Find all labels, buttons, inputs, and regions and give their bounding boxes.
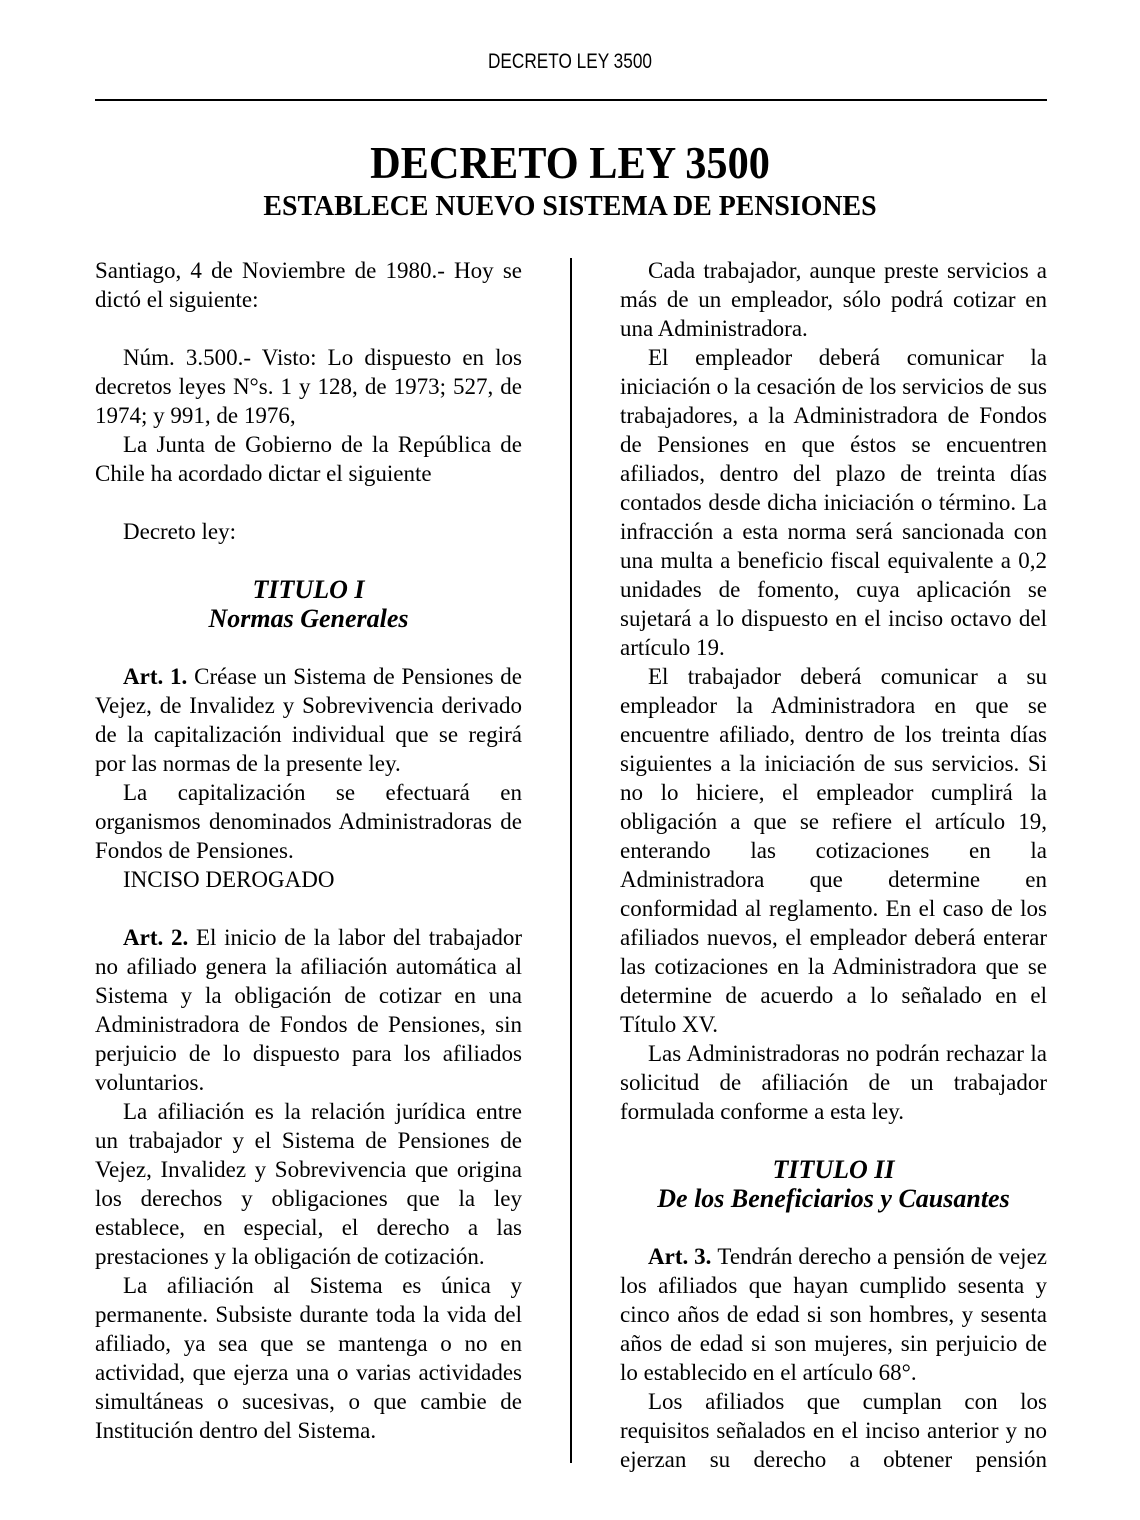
article-number: Art. 2.	[123, 925, 196, 950]
column-divider	[570, 258, 572, 1463]
paragraph: Art. 1. Créase un Sistema de Pensiones de Vejez, de Invalidez y Sobrevivencia derivado de la capitalización individual que se regirá por las normas de la presente ley.	[95, 664, 522, 776]
paragraph: El empleador deberá comunicar la iniciación o la cesación de los servicios de sus trabajadores, a la Administradora de Fondos de Pensiones en que éstos se encuentren afiliados, dentro del plazo de treinta días contados desde dicha iniciación o término. La infracción a esta norma será sancionada con una multa a beneficio fiscal equivalente a 0,2 unidades de fomento, cuya aplicación se sujetará a lo dispuesto en el inciso octavo del artículo 19.	[620, 345, 1047, 660]
article-number: Art. 3.	[648, 1244, 718, 1269]
paragraph: Santiago, 4 de Noviembre de 1980.- Hoy se dictó el siguiente:	[95, 258, 522, 312]
section-heading: TITULO I	[252, 575, 365, 604]
paragraph: Art. 2. El inicio de la labor del trabajador no afiliado genera la afiliación automática al Sistema y la obligación de cotizar en una Administradora de Fondos de Pensiones, sin perjuicio de lo dispuesto para los afiliados voluntarios.	[95, 925, 522, 1095]
paragraph: Las Administradoras no podrán rechazar la solicitud de afiliación de un trabajador formulada conforme a esta ley.	[620, 1041, 1047, 1124]
paragraph-spacer	[95, 633, 522, 662]
paragraph: La afiliación es la relación jurídica entre un trabajador y el Sistema de Pensiones de Vejez, Invalidez y Sobrevivencia que origina los derechos y obligaciones que la ley establece, en especial, el derecho a las prestaciones y la obligación de cotización.	[95, 1099, 522, 1269]
running-header: DECRETO LEY 3500	[488, 50, 652, 73]
paragraph: La capitalización se efectuará en organismos denominados Administradoras de Fondos de Pensiones.	[95, 780, 522, 863]
document-subtitle: ESTABLECE NUEVO SISTEMA DE PENSIONES	[263, 190, 877, 222]
section-heading: Normas Generales	[208, 604, 409, 633]
paragraph: La Junta de Gobierno de la República de Chile ha acordado dictar el siguiente	[95, 432, 522, 486]
paragraph: Núm. 3.500.- Visto: Lo dispuesto en los decretos leyes N°s. 1 y 128, de 1973; 527, de 1974; y 991, de 1976,	[95, 345, 522, 428]
section-heading: De los Beneficiarios y Causantes	[657, 1184, 1010, 1213]
paragraph: Decreto ley:	[123, 519, 237, 544]
paragraph: Los afiliados que cumplan con los requisitos señalados en el inciso anterior y no ejerzan su derecho a obtener pensión	[620, 1389, 1047, 1472]
paragraph-spacer	[620, 1126, 1047, 1155]
paragraph-spacer	[95, 488, 522, 517]
document-title: DECRETO LEY 3500	[370, 137, 770, 188]
paragraph: Art. 3. Tendrán derecho a pensión de vejez los afiliados que hayan cumplido sesenta y cinco años de edad si son hombres, y sesenta años de edad si son mujeres, sin perjuicio de lo establecido en el artículo 68°.	[620, 1244, 1047, 1385]
header-rule	[95, 99, 1047, 101]
paragraph-spacer	[620, 1213, 1047, 1242]
right-column	[620, 256, 1047, 1474]
paragraph: El trabajador deberá comunicar a su empleador la Administradora en que se encuentre afiliado, dentro de los treinta días siguientes a la iniciación de sus servicios. Si no lo hiciere, el empleador cumplirá la obligación a que se refiere el artículo 19, enterando las cotizaciones en la Administradora que determine en conformidad al reglamento. En el caso de los afiliados nuevos, el empleador deberá enterar las cotizaciones en la Administradora que se determine de acuerdo a lo señalado en el Título XV.	[620, 664, 1047, 1037]
paragraph-spacer	[95, 546, 522, 575]
paragraph: INCISO DEROGADO	[123, 867, 335, 892]
paragraph: La afiliación al Sistema es única y permanente. Subsiste durante toda la vida del afiliado, ya sea que se mantenga o no en actividad, que ejerza una o varias actividades simultáneas o sucesivas, o que cambie de Institución dentro del Sistema.	[95, 1273, 522, 1443]
paragraph-spacer	[95, 894, 522, 923]
article-number: Art. 1.	[123, 664, 195, 689]
section-heading: TITULO II	[772, 1155, 895, 1184]
paragraph-spacer	[95, 314, 522, 343]
left-column	[95, 256, 522, 1474]
paragraph: Cada trabajador, aunque preste servicios a más de un empleador, sólo podrá cotizar en una Administradora.	[620, 258, 1047, 341]
